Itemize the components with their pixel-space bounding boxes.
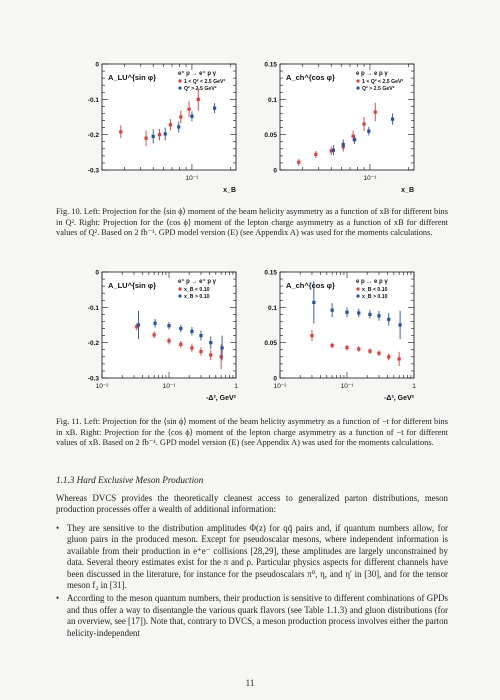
legend-marker	[356, 294, 359, 297]
x-axis-label: -Δ², GeV²	[206, 395, 236, 402]
x-tick-label: 10⁻¹	[185, 175, 199, 182]
legend-label: x_B > 0.10	[184, 294, 210, 300]
y-tick-label: -0.3	[87, 167, 99, 175]
x-tick-label: 10⁻¹	[363, 175, 377, 182]
bullet-item	[56, 523, 448, 591]
fig10-right-plot	[254, 60, 420, 194]
bullet-dot-icon: •	[56, 523, 60, 533]
x-tick-label: 1	[234, 383, 238, 390]
page-number: 11	[245, 678, 255, 688]
legend-marker	[356, 86, 359, 89]
data-point	[190, 330, 193, 333]
y-tick-label: 0.1	[267, 96, 277, 104]
data-point	[367, 130, 370, 133]
y-tick-label: -0.1	[87, 304, 99, 312]
data-point	[377, 352, 380, 355]
legend-marker	[356, 79, 359, 82]
bullet-text: They are sensitive to the distribution amplitudes Φ(z) for qq̄ pairs and, if quantum numbers allow, for gluon pairs in the produced meson. Except for pseudoscalar mesons, where independent information is available from their production in e⁺e⁻ collisions [28,29], these amplitudes are largely unconstrained by data. Several theory estimates exist for the π and ρ. Particular physics aspects for different channels have been discussed in the literature, for instance for the pseudoscalars π⁰, η, and η′ in [30], and for the tensor meson f₂ in [31].	[67, 523, 448, 591]
y-tick-label: 0	[95, 269, 99, 277]
legend-label: Q² > 2.5 GeV²	[362, 86, 395, 92]
data-point	[377, 314, 380, 317]
legend-process: e p → e p γ	[356, 279, 388, 285]
data-point	[312, 301, 315, 304]
data-point	[177, 125, 180, 128]
data-point	[190, 346, 193, 349]
data-point	[197, 98, 200, 101]
y-tick-label: 0	[95, 61, 99, 69]
y-tick-label: 0.15	[264, 61, 277, 69]
data-point	[331, 309, 334, 312]
legend-marker	[178, 294, 181, 297]
data-point	[213, 107, 216, 110]
data-point	[398, 323, 401, 326]
data-point	[310, 334, 313, 337]
legend-label: x_B > 0.10	[362, 294, 388, 300]
y-tick-label: 0.05	[264, 340, 277, 348]
data-point	[158, 133, 161, 136]
fig11-left-plot	[76, 268, 242, 402]
data-point	[199, 334, 202, 337]
fig10-right-svg	[254, 60, 420, 194]
legend-label: Q² > 2.5 GeV²	[184, 86, 217, 92]
legend-process: e⁺ p → e⁺ p γ	[178, 71, 217, 77]
data-point	[332, 149, 335, 152]
data-point	[368, 350, 371, 353]
y-tick-label: 0	[273, 167, 277, 175]
data-point	[179, 343, 182, 346]
fig11-caption: Fig. 11. Left: Projection for the ⟨sin ϕ⟩ moment of the beam helicity asymmetry as a function of −t for different bins in xB. Right: Projection for the ⟨cos ϕ⟩ moment of the lepton charge asymmetry as a function of −t for different values of xB. Based on 2 fb⁻¹. GPD model version (E) (see Appendix A) was used for the moments calculations.	[56, 417, 448, 448]
data-point	[368, 313, 371, 316]
data-point	[209, 341, 212, 344]
legend-marker	[178, 287, 181, 290]
legend-process: e p → e p γ	[356, 71, 388, 77]
data-point	[164, 132, 167, 135]
data-point	[167, 339, 170, 342]
legend-marker	[356, 287, 359, 290]
fig10-left-plot	[76, 60, 242, 194]
data-point	[342, 143, 345, 146]
y-tick-label: 0.1	[267, 304, 277, 312]
data-point	[398, 357, 401, 360]
x-tick-label: 10⁻²	[95, 383, 109, 390]
data-point	[167, 324, 170, 327]
legend-process: e⁺ p → e⁺ p γ	[178, 279, 217, 285]
y-tick-label: -0.2	[87, 340, 99, 348]
fig11-right-svg	[254, 268, 420, 402]
data-point	[187, 108, 190, 111]
data-point	[152, 135, 155, 138]
data-point	[179, 115, 182, 118]
chart-title: A_LU^{sin φ}	[108, 73, 157, 82]
data-point	[119, 130, 122, 133]
data-point	[209, 353, 212, 356]
data-point	[387, 355, 390, 358]
bullet-text: According to the meson quantum numbers, their production is sensitive to different combinations of GPDs and thus offer a way to disentangle the various quark flavors (see Table 1.1.3) and gluon distributions (for an overview, see [17]). Note that, contrary to DVCS, a meson production process involves either the parton helicity-independent	[67, 593, 448, 638]
x-tick-label: 10⁻²	[273, 383, 287, 390]
data-point	[297, 161, 300, 164]
data-point	[345, 311, 348, 314]
y-tick-label: -0.1	[87, 96, 99, 104]
chart-title: A_ch^{cos φ}	[286, 73, 335, 82]
fig11-left-svg	[76, 268, 242, 402]
fig10-left-svg	[76, 60, 242, 194]
legend-marker	[178, 86, 181, 89]
data-point	[153, 333, 156, 336]
x-tick-label: 1	[412, 383, 416, 390]
intro-paragraph: Whereas DVCS provides the theoretically cleanest access to generalized parton distributions, meson production processes offer a wealth of additional information:	[56, 493, 448, 515]
fig10-caption: Fig. 10. Left: Projection for the ⟨sin ϕ⟩ moment of the beam helicity asymmetry as a function of xB for different bins in Q². Right: Projection for the ⟨cos ϕ⟩ moment of the lepton charge asymmetry as a function of xB for different values of Q². Based on 2 fb⁻¹. GPD model version (E) (see Appendix A) was used for the moments calculations.	[56, 207, 448, 238]
bullet-item	[56, 593, 448, 639]
data-point	[374, 110, 377, 113]
data-point	[220, 346, 223, 349]
data-point	[314, 153, 317, 156]
data-point	[153, 322, 156, 325]
chart-title: A_LU^{sin φ}	[108, 281, 157, 290]
data-point	[391, 118, 394, 121]
data-point	[345, 346, 348, 349]
y-tick-label: 0.15	[264, 269, 277, 277]
data-point	[331, 344, 334, 347]
fig11-right-plot	[254, 268, 420, 402]
x-tick-label: 10⁻¹	[340, 383, 354, 390]
data-point	[137, 323, 140, 326]
legend-marker	[178, 79, 181, 82]
section-title: 1.1.3 Hard Exclusive Meson Production	[56, 475, 204, 485]
data-point	[190, 115, 193, 118]
x-axis-label: x_B	[223, 187, 236, 194]
y-tick-label: 0	[273, 375, 277, 383]
y-tick-label: -0.2	[87, 132, 99, 140]
chart-title: A_ch^{cos φ}	[286, 281, 335, 290]
data-point	[362, 122, 365, 125]
data-point	[357, 347, 360, 350]
data-point	[179, 327, 182, 330]
data-point	[387, 318, 390, 321]
y-tick-label: -0.3	[87, 375, 99, 383]
legend-label: x_B < 0.10	[184, 287, 210, 293]
data-point	[169, 123, 172, 126]
x-axis-label: -Δ², GeV²	[384, 395, 414, 402]
data-point	[353, 138, 356, 141]
legend-label: 1 < Q² < 2.5 GeV²	[362, 79, 404, 85]
bullet-list	[56, 523, 448, 641]
data-point	[144, 137, 147, 140]
x-axis-label: x_B	[401, 187, 414, 194]
legend-label: x_B < 0.10	[362, 287, 388, 293]
y-tick-label: 0.05	[264, 132, 277, 140]
bullet-dot-icon: •	[56, 593, 60, 604]
data-point	[199, 350, 202, 353]
legend-label: 1 < Q² < 2.5 GeV²	[184, 79, 226, 85]
x-tick-label: 10⁻¹	[162, 383, 176, 390]
data-point	[357, 311, 360, 314]
